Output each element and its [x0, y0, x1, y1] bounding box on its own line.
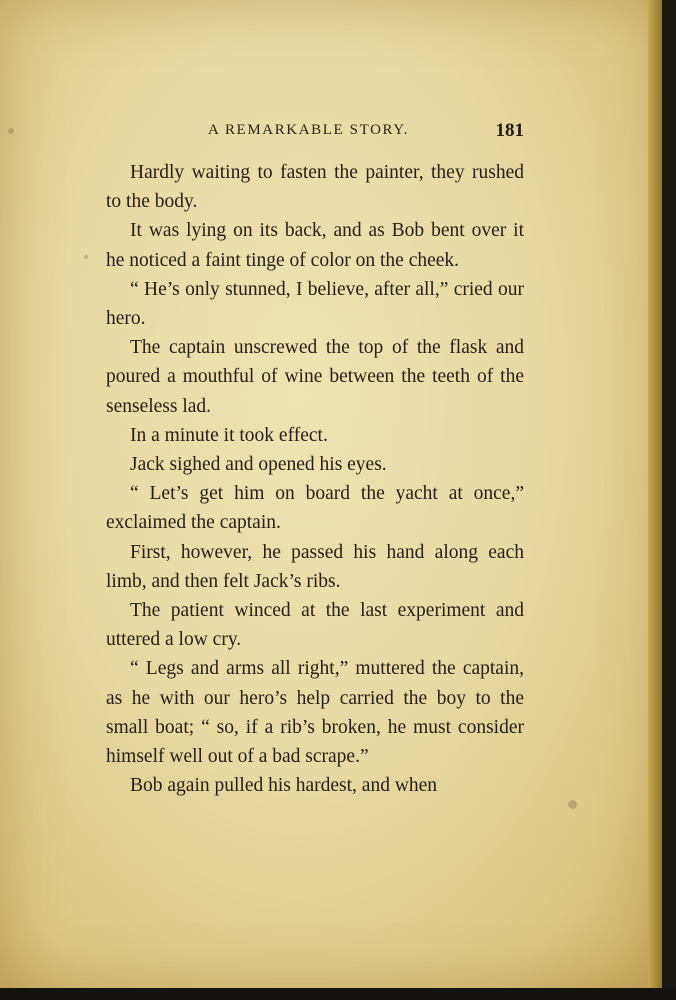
paragraph: “ Let’s get him on board the yacht at once,” exclaimed the captain.: [106, 483, 524, 534]
paper-speck: [84, 255, 88, 259]
paragraph: Bob again pulled his hardest, and when: [130, 775, 438, 797]
paragraph: Jack sighed and opened his eyes.: [130, 454, 387, 476]
paragraph: It was lying on its back, and as Bob bent over it he noticed a faint tinge of color on the cheek.: [106, 220, 524, 271]
paper-speck: [568, 800, 577, 809]
page-edge: [648, 0, 662, 988]
running-head: [106, 120, 524, 142]
paragraph: In a minute it took effect.: [130, 424, 328, 446]
paragraph: “ He’s only stunned, I believe, after all,” cried our hero.: [106, 278, 524, 330]
running-title: A REMARKABLE STORY.: [208, 122, 410, 138]
page-bottom-edge: [0, 988, 676, 1000]
paragraph: Hardly waiting to fasten the painter, they rushed to the body.: [106, 162, 524, 213]
paragraph: The patient winced at the last experiment and uttered a low cry.: [106, 600, 524, 651]
paper-speck: [8, 128, 14, 134]
paragraph: First, however, he passed his hand along each limb, and then felt Jack’s ribs.: [106, 541, 524, 592]
page-number: 181: [495, 120, 524, 141]
body-text: [106, 158, 524, 800]
paragraph: The captain unscrewed the top of the flask and poured a mouthful of wine between the teeth of the senseless lad.: [106, 337, 524, 417]
paragraph: “ Legs and arms all right,” muttered the captain, as he with our hero’s help carried the boy to the small boat; “ so, if a rib’s broken, he must consider himself well out of a bad scrape.”: [106, 658, 524, 768]
